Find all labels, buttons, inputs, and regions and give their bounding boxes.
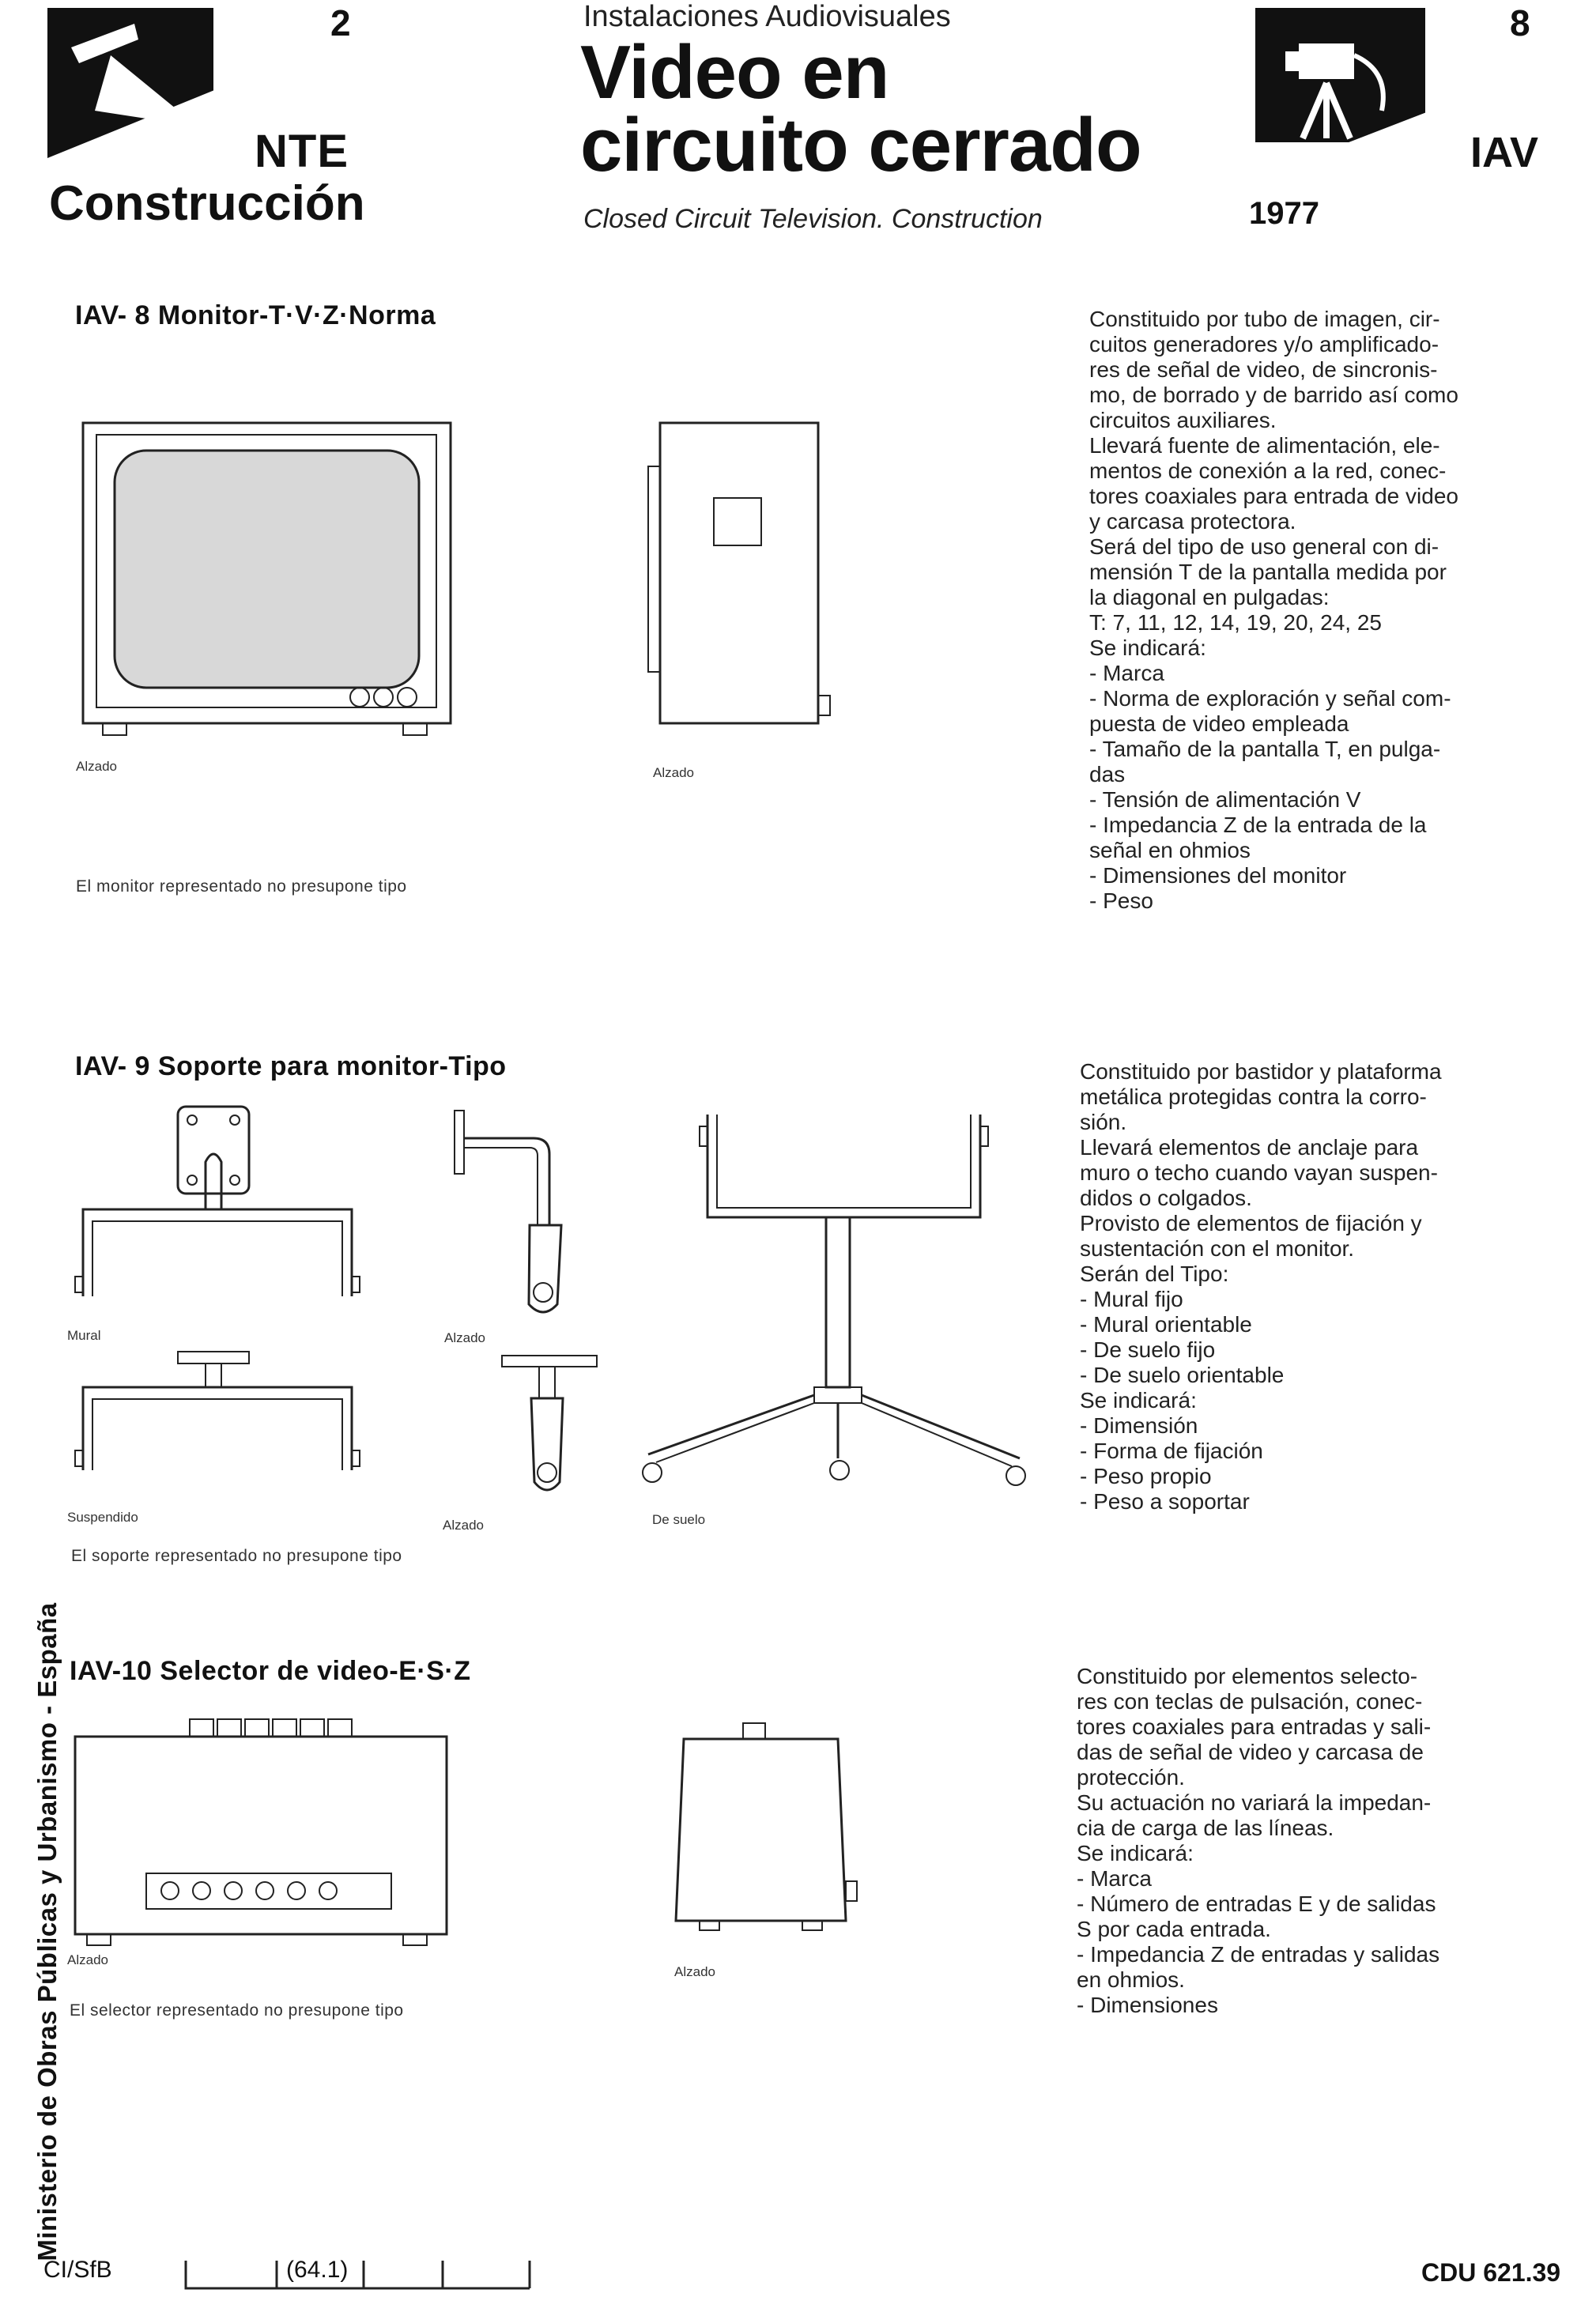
trowel-icon xyxy=(63,16,206,134)
selector-front-drawing xyxy=(71,1715,451,1952)
nte-label: NTE xyxy=(255,126,349,177)
caption-suspended-side: Alzado xyxy=(443,1518,484,1533)
caption-monitor-side: Alzado xyxy=(653,765,694,780)
caption-suspended: Suspendido xyxy=(67,1510,138,1525)
section-title-iav9: IAV- 9 Soporte para monitor-Tipo xyxy=(75,1051,507,1081)
note-iav8: El monitor representado no presupone tipo xyxy=(76,877,407,896)
section-title-iav10: IAV-10 Selector de video-E·S·Z xyxy=(70,1656,471,1686)
description-iav10: Constituido por elementos selecto- res con teclas de pulsación, conec- tores coaxiales para entradas y sali- das de señal de video y carcasa de protección. Su actuación no variará la impedan- cia de carga de las líneas. Se indicará: - Marca - Número de entradas E y de salidas S por cada entrada. - Impedancia Z de entradas y salidas en ohmios. - Dimensiones xyxy=(1077,1664,1440,2017)
page-title-line1: Video en xyxy=(580,30,889,115)
monitor-side-drawing xyxy=(628,419,850,743)
camera-icon xyxy=(1255,8,1425,142)
cisfb-label: CI/SfB xyxy=(43,2257,112,2283)
english-subtitle: Closed Circuit Television. Construction xyxy=(583,204,1043,234)
sheet-number-left: 2 xyxy=(330,2,351,43)
note-iav10: El selector representado no presupone tipo xyxy=(70,2001,404,2020)
page-title-line2: circuito cerrado xyxy=(580,103,1141,187)
ministry-vertical-text: Ministerio de Obras Públicas y Urbanismo - España xyxy=(32,1602,62,2261)
caption-floor-stand: De suelo xyxy=(652,1512,706,1527)
caption-selector-side: Alzado xyxy=(674,1964,715,1979)
iav-code: IAV xyxy=(1470,129,1539,176)
monitor-front-drawing xyxy=(79,419,458,743)
note-iav9: El soporte representado no presupone tipo xyxy=(71,1547,402,1565)
selector-side-drawing xyxy=(668,1719,866,1956)
cdu-code: CDU 621.39 xyxy=(1421,2258,1561,2287)
suspended-mount-drawing xyxy=(67,1344,383,1486)
suspended-mount-side-drawing xyxy=(490,1348,601,1498)
caption-selector-front: Alzado xyxy=(67,1952,108,1967)
section-title-iav8: IAV- 8 Monitor-T·V·Z·Norma xyxy=(75,300,436,330)
caption-mural-side: Alzado xyxy=(444,1330,485,1345)
cisfb-grid xyxy=(182,2257,530,2292)
wall-mount-drawing xyxy=(67,1103,383,1324)
wall-mount-side-drawing xyxy=(447,1107,605,1320)
category-label: Instalaciones Audiovisuales xyxy=(583,0,951,33)
description-iav9: Constituido por bastidor y plataforma metálica protegidas contra la corro- sión. Llevará elementos de anclaje para muro o techo cuando vayan suspen- didos o colgados. Provisto de elementos de fijación y sustentación con el monitor. Serán del Tipo: - Mural fijo - Mural orientable - De suelo fijo - De suelo orientable Se indicará: - Dimensión - Forma de fijación - Peso propio - Peso a soportar xyxy=(1080,1059,1442,1514)
sheet-number-right: 8 xyxy=(1510,2,1530,43)
year-label: 1977 xyxy=(1249,196,1319,231)
description-iav8: Constituido por tubo de imagen, cir- cuitos generadores y/o amplificado- res de señal de video, de sincronis- mo, de borrado y de barrido así como circuitos auxiliares. Llevará fuente de alimentación, ele- mentos de conexión a la red, conec- tores coaxiales para entrada de video y carcasa protectora. Será del tipo de uso general con di- mensión T de la pantalla medida por la diagonal en pulgadas: T: 7, 11, 12, 14, 19, 20, 24, 25 Se indicará: - Marca - Norma de exploración y señal com- puesta de video empleada - Tamaño de la pantalla T, en pulga- das - Tensión de alimentación V - Impedancia Z de la entrada de la señal en ohmios - Dimensiones del monitor - Peso xyxy=(1089,307,1458,913)
floor-stand-drawing xyxy=(632,1111,1043,1506)
caption-monitor-front: Alzado xyxy=(76,759,117,774)
construccion-label: Construcción xyxy=(49,176,365,231)
caption-mural: Mural xyxy=(67,1328,101,1343)
classification-code: (64.1) xyxy=(286,2257,349,2283)
